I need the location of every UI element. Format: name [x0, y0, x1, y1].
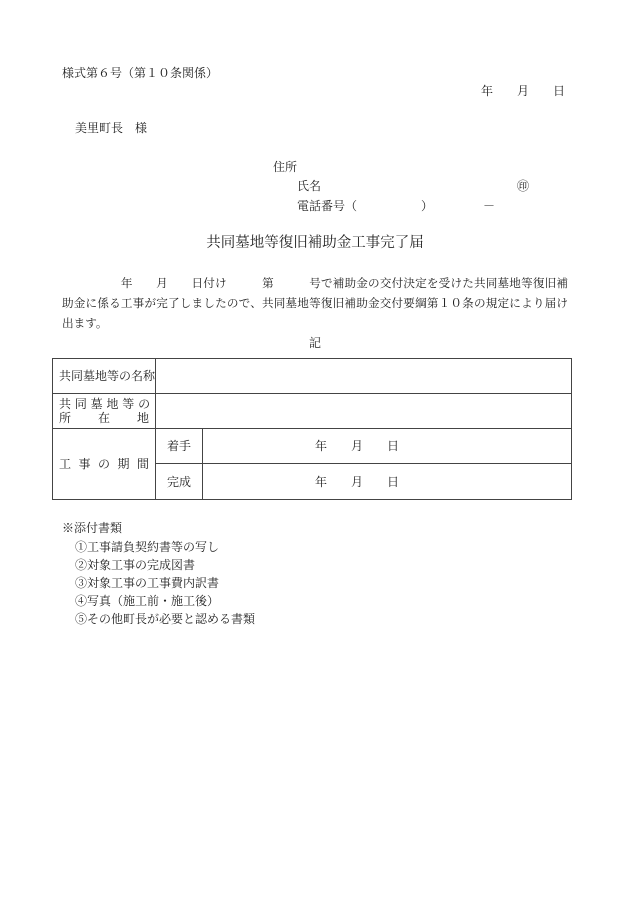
end-date: 年 月 日 — [203, 464, 572, 500]
form-number: 様式第６号（第１０条関係） — [62, 66, 219, 80]
start-date: 年 月 日 — [203, 429, 572, 464]
period-label: 工 事 の 期 間 — [59, 457, 149, 471]
addressee: 美里町長 様 — [75, 121, 148, 135]
location-label-cell — [53, 394, 156, 429]
cemetery-name-value — [156, 359, 572, 394]
attachments-heading: ※添付書類 — [62, 521, 123, 535]
table-row — [53, 394, 572, 429]
submission-date: 年 月 日 — [481, 84, 566, 98]
location-label-line2: 所 在 地 — [59, 411, 149, 425]
phone-close-paren: ） — [421, 199, 434, 213]
address-label: 住所 — [273, 160, 298, 174]
name-label-cell — [53, 359, 156, 394]
attachment-item: ⑤その他町長が必要と認める書類 — [75, 612, 256, 626]
details-table — [52, 358, 572, 500]
cemetery-name-label: 共同墓地等の名称 — [59, 369, 156, 383]
end-label: 完成 — [156, 464, 203, 500]
body-line-2: 助金に係る工事が完了しましたので、共同墓地等復旧補助金交付要綱第１０条の規定により届け — [62, 296, 568, 310]
table-row — [53, 429, 572, 464]
table-row — [53, 359, 572, 394]
document-title: 共同墓地等復旧補助金工事完了届 — [206, 235, 424, 251]
attachment-item: ①工事請負契約書等の写し — [75, 540, 220, 554]
attachment-item: ④写真（施工前・施工後） — [75, 594, 220, 608]
name-label: 氏名 — [297, 179, 322, 193]
phone-dash: － — [483, 199, 496, 213]
attachment-item: ②対象工事の完成図書 — [75, 558, 196, 572]
location-value — [156, 394, 572, 429]
location-label-line1: 共 同 墓 地 等 の — [59, 397, 151, 411]
seal-mark: ㊞ — [517, 179, 530, 193]
ki-heading: 記 — [308, 336, 321, 350]
body-line-1: 年 月 日付け 第 号で補助金の交付決定を受けた共同墓地等復旧補 — [62, 276, 568, 290]
attachment-item: ③対象工事の工事費内訳書 — [75, 576, 220, 590]
body-line-3: 出ます。 — [62, 316, 108, 330]
period-label-cell — [53, 429, 156, 500]
phone-label: 電話番号（ — [297, 199, 358, 213]
start-label: 着手 — [156, 429, 203, 464]
